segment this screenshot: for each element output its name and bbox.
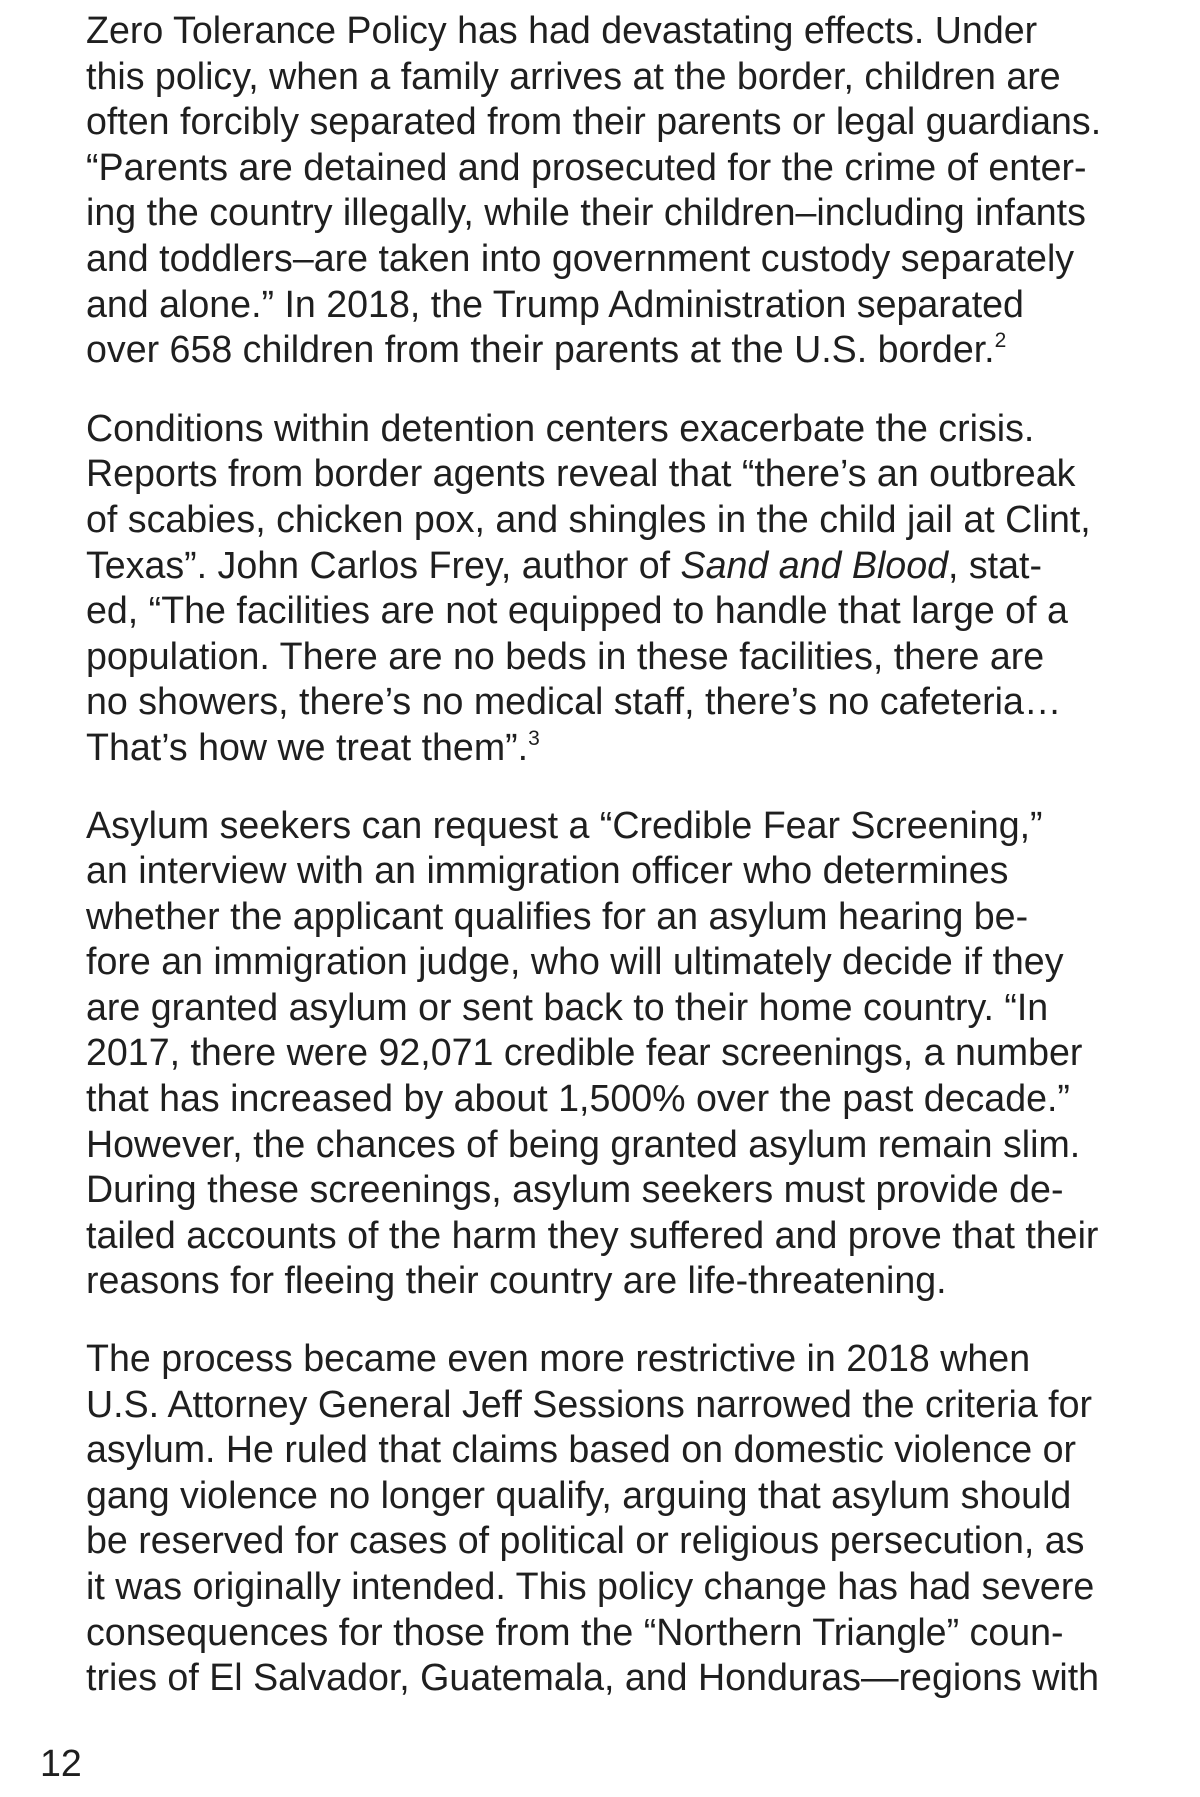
text-segment: Texas”. John Carlos Frey, author of: [86, 543, 681, 586]
text-line: it was originally intended. This policy change has had severe: [86, 1565, 1095, 1607]
text-segment: That’s how we treat them”.: [86, 725, 529, 768]
text-line: Asylum seekers can request a “Credible Fear Screening,”: [86, 803, 1043, 846]
paragraph-detention-conditions: [86, 406, 1126, 771]
paragraph-restrictive-process: [86, 1336, 1126, 1701]
text-line: During these screenings, asylum seekers must provide de-: [86, 1168, 1064, 1211]
page-number: 12: [40, 1742, 82, 1784]
text-line: ing the country illegally, while their children–including infants: [86, 191, 1086, 234]
text-line: U.S. Attorney General Jeff Sessions narrowed the criteria for: [86, 1382, 1093, 1425]
text-line: that has increased by about 1,500% over the past decade.”: [86, 1077, 1070, 1120]
text-line: of scabies, chicken pox, and shingles in the child jail at Clint,: [86, 497, 1091, 540]
text-line: gang violence no longer qualify, arguing that asylum should: [86, 1473, 1072, 1516]
text-line: Zero Tolerance Policy has had devastating effects. Under: [86, 9, 1038, 51]
book-title: Sand and Blood: [680, 543, 948, 586]
text-line: no showers, there’s no medical staff, there’s no cafeteria…: [86, 680, 1062, 723]
text-line: are granted asylum or sent back to their home country. “In: [86, 985, 1049, 1028]
text-line-with-title: [86, 543, 1126, 589]
text-line: and toddlers–are taken into government custody separately: [86, 236, 1075, 279]
text-line: this policy, when a family arrives at the border, children are: [86, 54, 1061, 97]
text-line-with-footnote: [86, 725, 1126, 771]
text-segment: over 658 children from their parents at the U.S. border.: [86, 328, 995, 371]
text-line: an interview with an immigration officer who determines: [86, 849, 1009, 892]
page-body: [86, 8, 1126, 1701]
text-line: be reserved for cases of political or religious persecution, as: [86, 1519, 1085, 1562]
text-line: tries of El Salvador, Guatemala, and Honduras—regions with: [86, 1656, 1100, 1699]
text-line: whether the applicant qualifies for an asylum hearing be-: [86, 894, 1029, 937]
text-line: “Parents are detained and prosecuted for the crime of enter-: [86, 145, 1087, 188]
text-line: fore an immigration judge, who will ultimately decide if they: [86, 940, 1064, 983]
footnote-marker: 3: [528, 726, 540, 750]
text-line: reasons for fleeing their country are life-threatening.: [86, 1259, 947, 1302]
text-line: often forcibly separated from their parents or legal guardians.: [86, 100, 1102, 143]
paragraph-zero-tolerance: [86, 8, 1126, 373]
text-line: Conditions within detention centers exacerbate the crisis.: [86, 406, 1035, 449]
footnote-marker: 2: [994, 329, 1007, 353]
text-line: 2017, there were 92,071 credible fear screenings, a number: [86, 1031, 1083, 1074]
text-line: The process became even more restrictive in 2018 when: [86, 1337, 1031, 1380]
text-line: asylum. He ruled that claims based on domestic violence or: [86, 1428, 1077, 1471]
text-line: ed, “The facilities are not equipped to handle that large of a: [86, 589, 1068, 632]
text-segment: , stat-: [948, 543, 1042, 586]
text-line: Reports from border agents reveal that “there’s an outbreak: [86, 452, 1076, 495]
paragraph-credible-fear: [86, 803, 1126, 1305]
text-line: However, the chances of being granted asylum remain slim.: [86, 1122, 1081, 1165]
text-line-with-footnote: [86, 327, 1126, 373]
text-line: population. There are no beds in these facilities, there are: [86, 634, 1045, 677]
text-line: and alone.” In 2018, the Trump Administration separated: [86, 282, 1024, 325]
text-line: consequences for those from the “Northern Triangle” coun-: [86, 1610, 1064, 1653]
text-line: tailed accounts of the harm they suffered and prove that their: [86, 1213, 1099, 1256]
